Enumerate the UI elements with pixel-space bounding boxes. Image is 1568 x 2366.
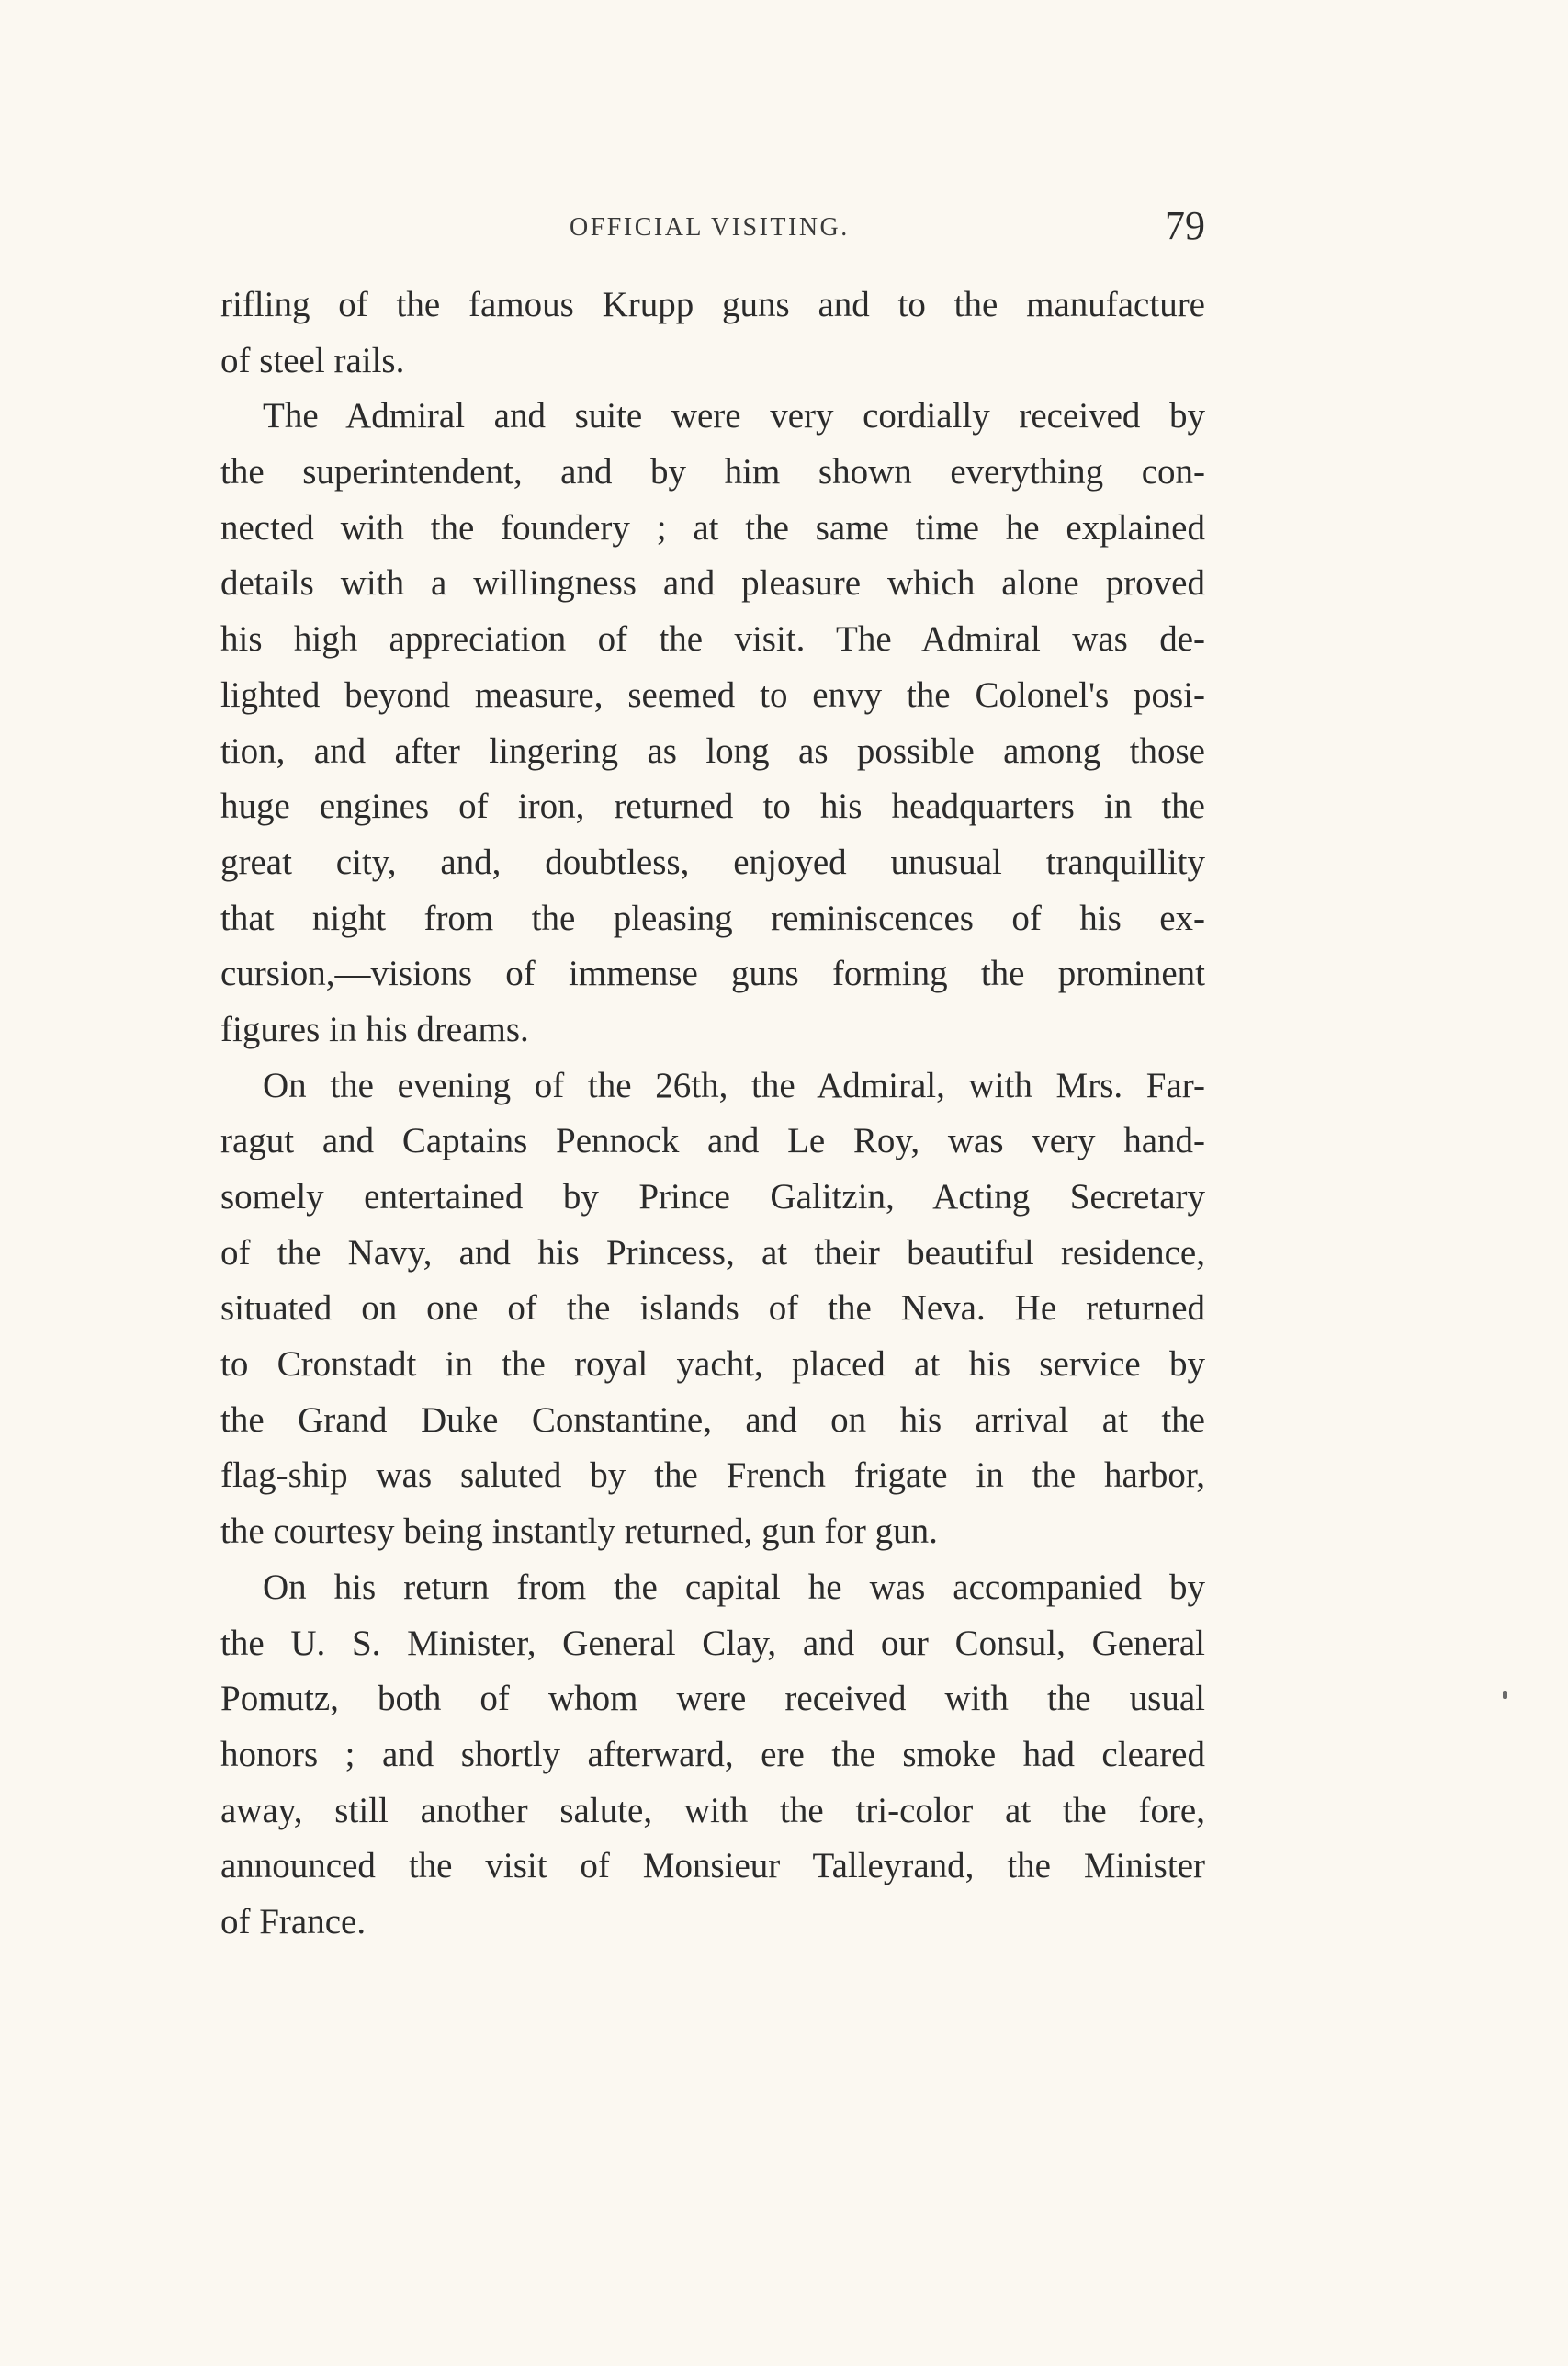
text-line: nected with the foundery ; at the same time he explained (220, 507, 1205, 548)
text-line: to Cronstadt in the royal yacht, placed at his service by (220, 1344, 1205, 1385)
running-head (220, 202, 1205, 257)
text-line: Pomutz, both of whom were received with the usual (220, 1679, 1205, 1719)
text-line: of the Navy, and his Princess, at their beautiful residence, (220, 1232, 1205, 1273)
body-text (220, 277, 1205, 1951)
text-line: the Grand Duke Constantine, and on his arrival at the (220, 1399, 1205, 1440)
text-line: On his return from the capital he was accompanied by (263, 1567, 1205, 1607)
text-line: The Admiral and suite were very cordially received by (263, 396, 1205, 436)
text-line: figures in his dreams. (220, 1009, 529, 1049)
text-line: somely entertained by Prince Galitzin, Acting Secretary (220, 1177, 1205, 1217)
text-line: away, still another salute, with the tri-color at the fore, (220, 1790, 1205, 1830)
running-head-title: OFFICIAL VISITING. (570, 213, 850, 242)
text-line: the courtesy being instantly returned, gun for gun. (220, 1511, 938, 1552)
text-line: that night from the pleasing reminiscences of his ex- (220, 898, 1205, 938)
page-number: 79 (1165, 203, 1205, 248)
text-line: of France. (220, 1901, 367, 1941)
text-line: lighted beyond measure, seemed to envy the Colonel's posi- (220, 674, 1205, 715)
text-line: cursion,—visions of immense guns forming the prominent (220, 954, 1205, 994)
paper-speck (1503, 1691, 1507, 1699)
text-line: details with a willingness and pleasure which alone proved (220, 563, 1205, 604)
text-line: flag-ship was saluted by the French frigate in the harbor, (220, 1455, 1205, 1496)
text-line: tion, and after lingering as long as possible among those (220, 730, 1205, 771)
text-line: his high appreciation of the visit. The Admiral was de- (220, 619, 1205, 660)
text-line: great city, and, doubtless, enjoyed unusual tranquillity (220, 842, 1205, 882)
text-line: situated on one of the islands of the Neva. He returned (220, 1288, 1205, 1329)
text-line: On the evening of the 26th, the Admiral, with Mrs. Far- (263, 1065, 1205, 1105)
text-line: honors ; and shortly afterward, ere the smoke had cleared (220, 1734, 1205, 1774)
text-line: the superintendent, and by him shown everything con- (220, 452, 1205, 492)
text-line: huge engines of iron, returned to his headquarters in the (220, 787, 1205, 827)
text-line: of steel rails. (220, 340, 405, 380)
text-line: rifling of the famous Krupp guns and to the manufacture (220, 285, 1205, 324)
text-line: announced the visit of Monsieur Talleyrand, the Minister (220, 1846, 1205, 1886)
text-line: the U. S. Minister, General Clay, and our Consul, General (220, 1623, 1205, 1663)
text-line: ragut and Captains Pennock and Le Roy, was very hand- (220, 1121, 1205, 1161)
